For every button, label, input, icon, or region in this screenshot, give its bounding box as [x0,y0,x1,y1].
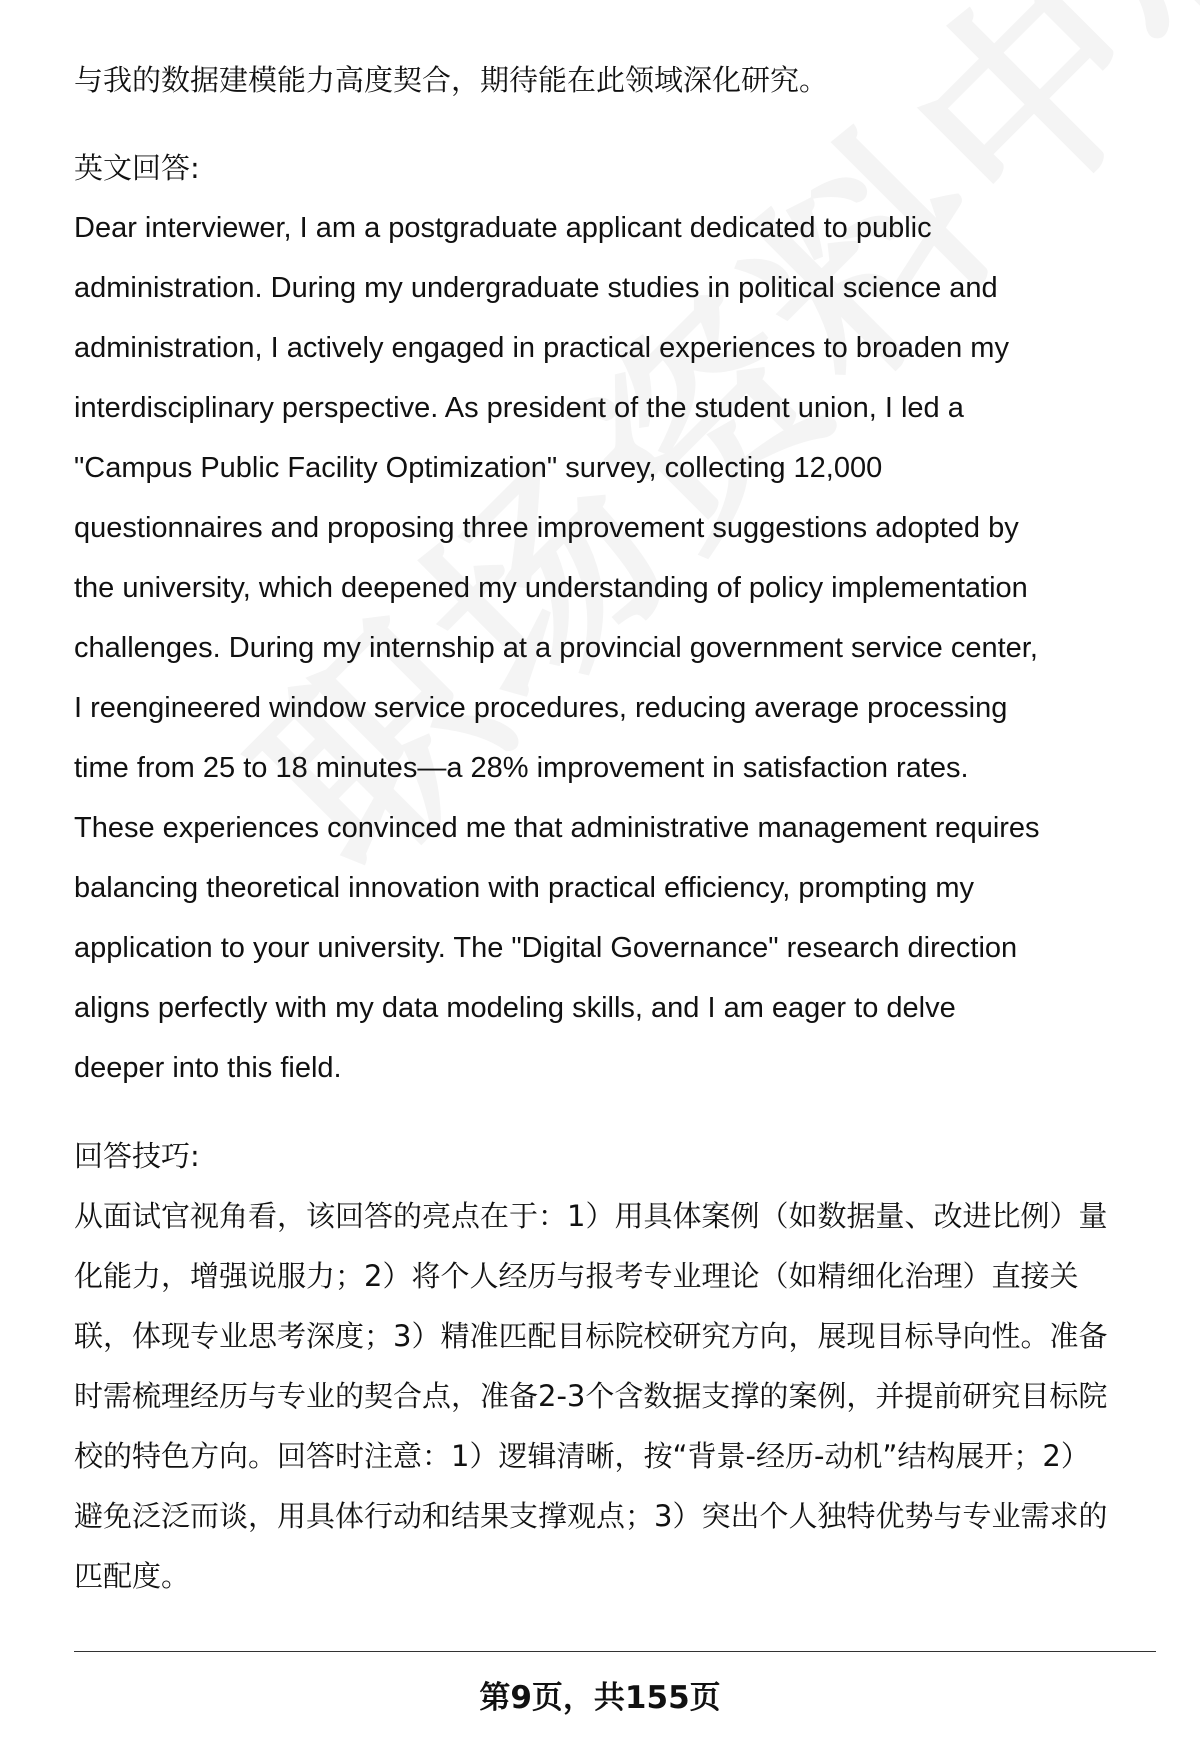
english-answer-line: time from 25 to 18 minutes—a 28% improvement in satisfaction rates. [74,752,969,784]
answer-tips-line: 避免泛泛而谈，用具体行动和结果支撑观点；3）突出个人独特优势与专业需求的 [74,1499,1108,1533]
page-number: 第9页，共155页 [479,1680,721,1716]
english-answer-line: administration. During my undergraduate studies in political science and [74,272,998,304]
english-answer-line: administration, I actively engaged in practical experiences to broaden my [74,332,1009,364]
english-answer-line: I reengineered window service procedures, reducing average processing [74,692,1008,724]
english-answer-line: "Campus Public Facility Optimization" survey, collecting 12,000 [74,452,883,484]
english-answer-line: challenges. During my internship at a provincial government service center, [74,632,1038,664]
footer-divider [74,1651,1156,1652]
english-answer-line: interdisciplinary perspective. As president of the student union, I led a [74,392,964,424]
document-content [74,50,1164,1606]
english-answer-line: balancing theoretical innovation with practical efficiency, prompting my [74,872,975,904]
english-answer-line: application to your university. The "Digital Governance" research direction [74,932,1018,964]
answer-tips-line: 校的特色方向。回答时注意：1）逻辑清晰，按“背景-经历-动机”结构展开；2） [74,1439,1090,1473]
answer-tips-line: 联，体现专业思考深度；3）精准匹配目标院校研究方向，展现目标导向性。准备 [74,1319,1108,1353]
answer-tips-heading: 回答技巧: [74,1139,200,1173]
english-answer-line: Dear interviewer, I am a postgraduate applicant dedicated to public [74,212,932,244]
english-answer-heading: 英文回答: [74,151,200,185]
answer-tips-line: 时需梳理经历与专业的契合点，准备2-3个含数据支撑的案例，并提前研究目标院 [74,1379,1108,1413]
answer-tips-paragraph [74,1186,1164,1606]
english-answer-line: the university, which deepened my understanding of policy implementation [74,572,1028,604]
english-answer-line: deeper into this field. [74,1052,342,1084]
english-answer-paragraph [74,198,1164,1098]
answer-tips-line: 化能力，增强说服力；2）将个人经历与报考专业理论（如精细化治理）直接关 [74,1259,1079,1293]
english-answer-line: These experiences convinced me that administrative management requires [74,812,1040,844]
answer-tips-line: 匹配度。 [74,1559,191,1593]
answer-tips-line: 从面试官视角看，该回答的亮点在于：1）用具体案例（如数据量、改进比例）量 [74,1199,1108,1233]
intro-tail-paragraph: 与我的数据建模能力高度契合，期待能在此领域深化研究。 [74,63,829,97]
english-answer-line: aligns perfectly with my data modeling skills, and I am eager to delve [74,992,956,1024]
english-answer-line: questionnaires and proposing three improvement suggestions adopted by [74,512,1019,544]
